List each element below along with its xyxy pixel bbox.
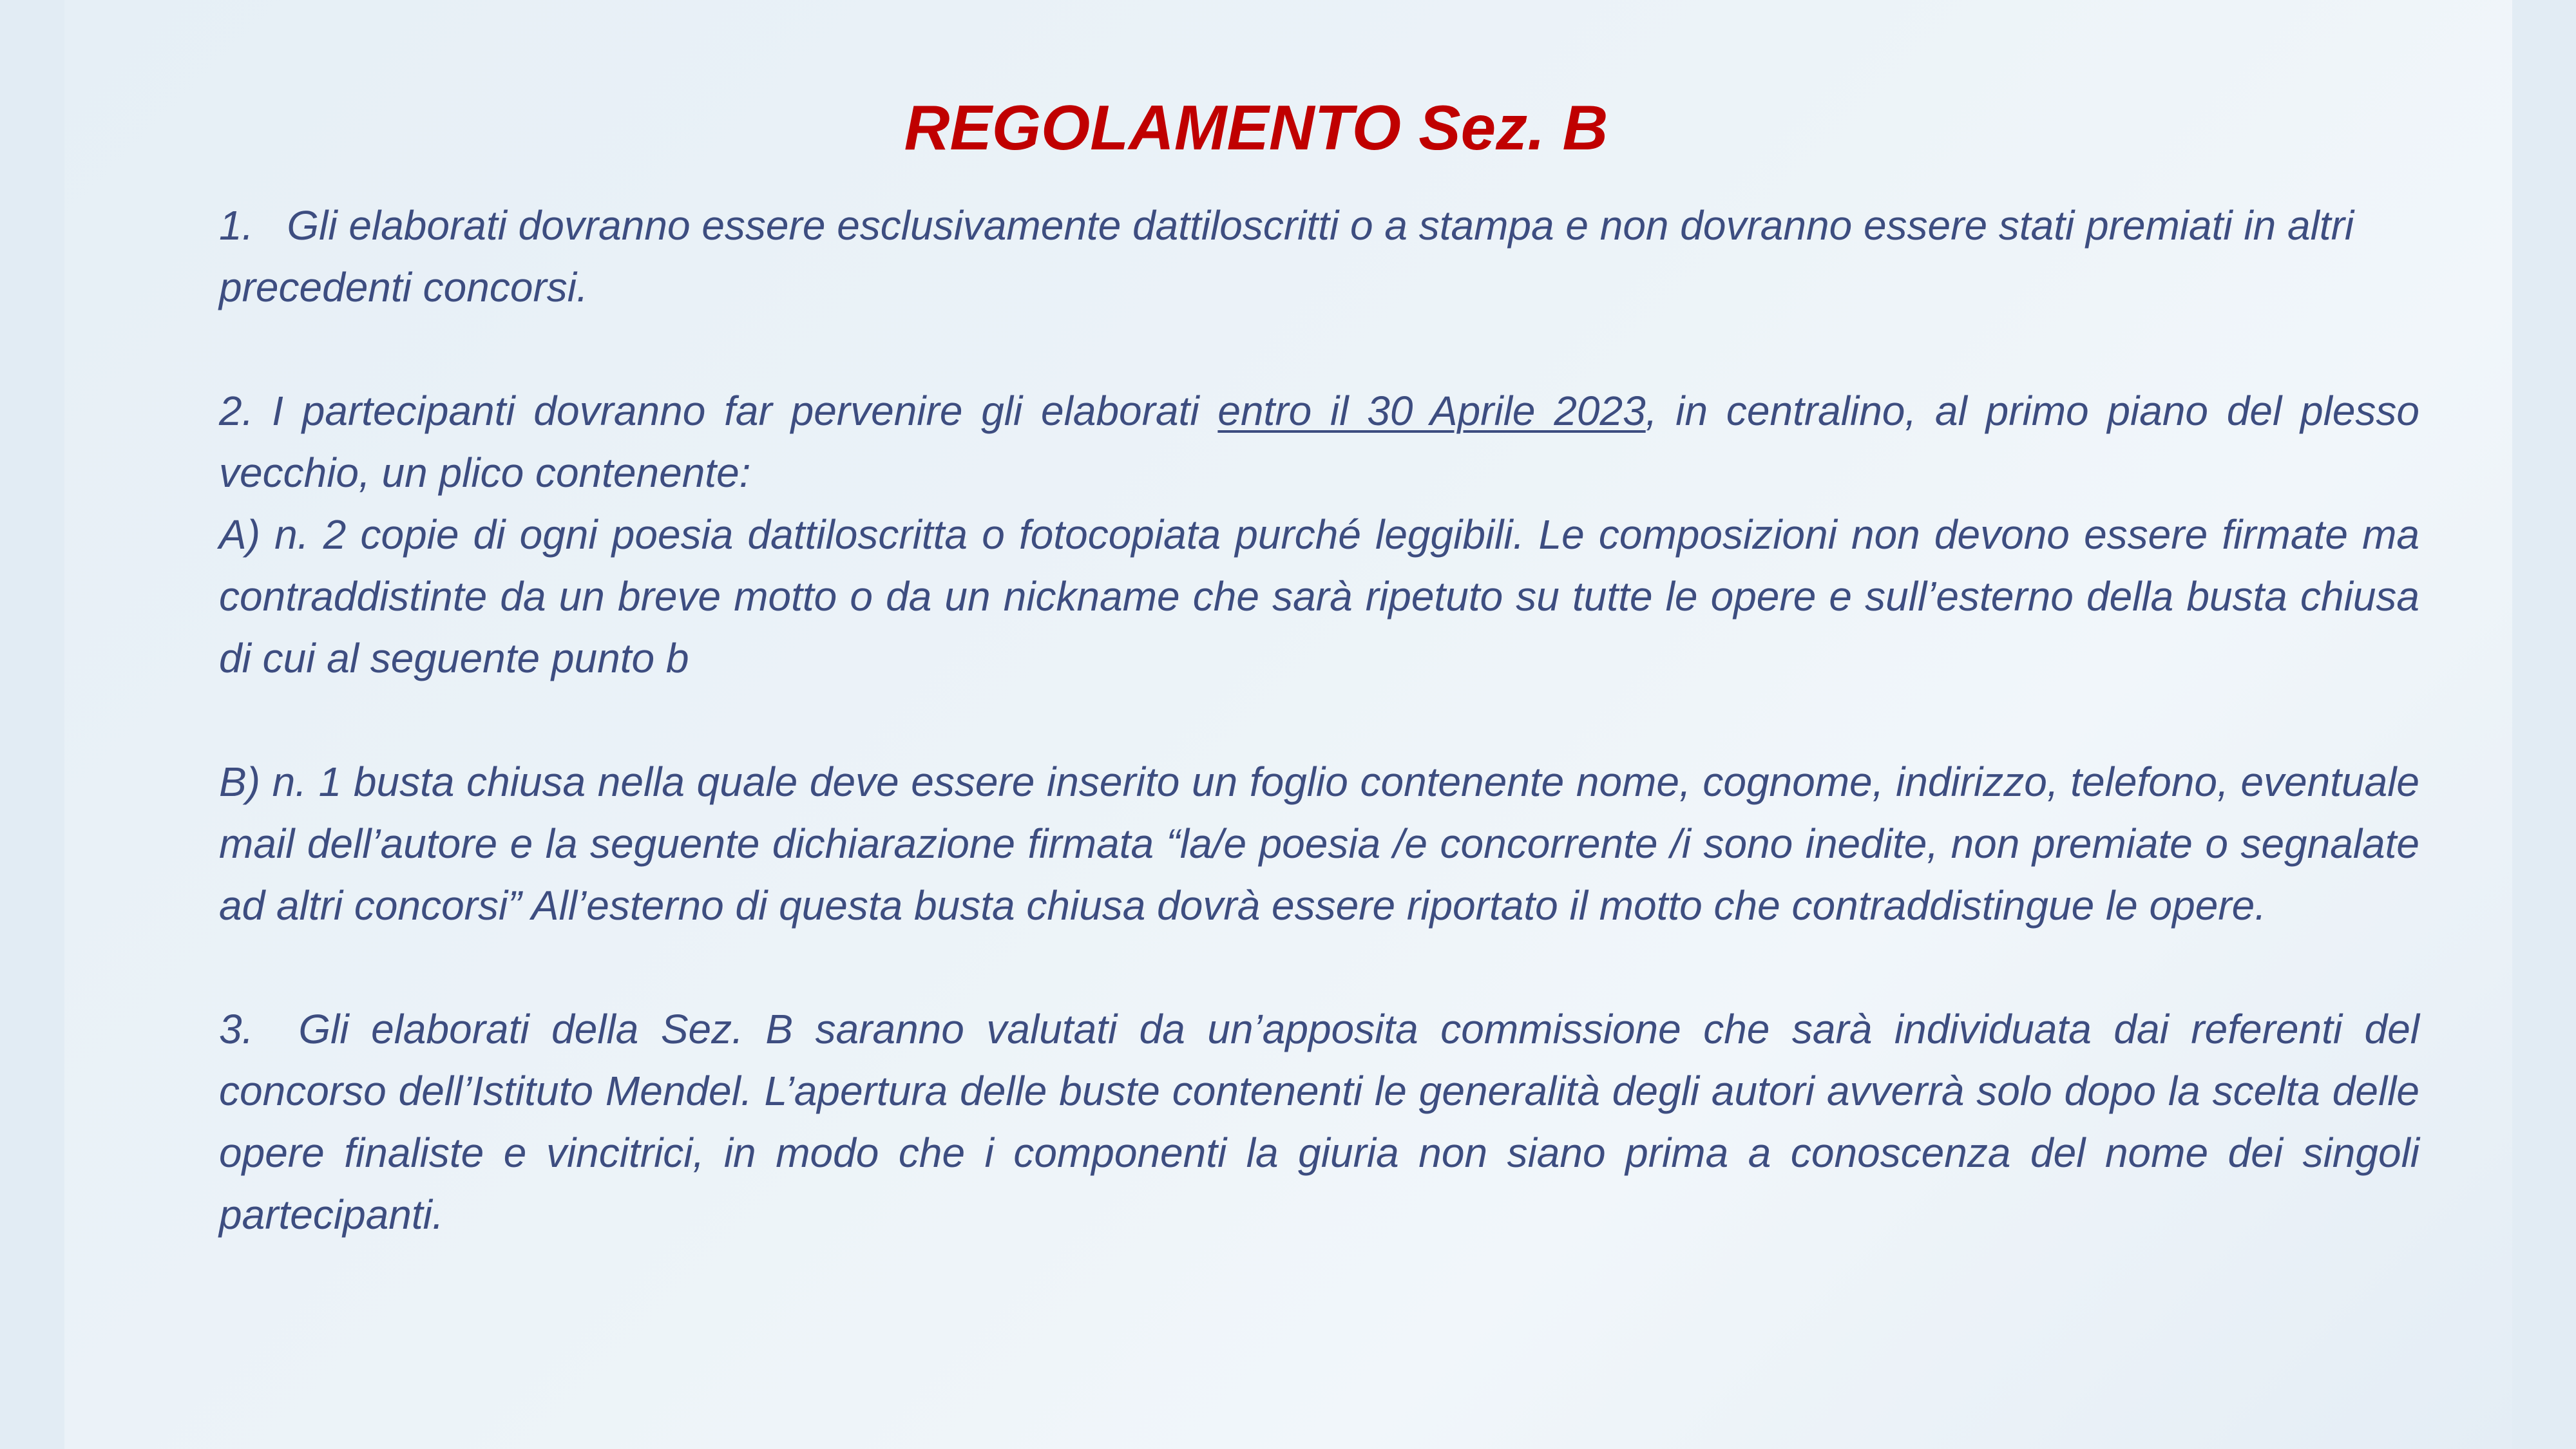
rule-1	[219, 194, 2419, 318]
rule-2-text-after: , in centralino, al primo piano del plesso vecchio, un plico contenente:	[219, 388, 2420, 496]
rule-2-sub-b: B) n. 1 busta chiusa nella quale deve essere inserito un foglio contenente nome, cognome, indirizzo, telefono, eventuale mail dell’autore e la seguente dichiarazione firmata “la/e poesia /e concorrente /i sono inedite, non premiate o segnalate ad altri concorsi” All’esterno di questa busta chiusa dovrà essere riportato il motto che contraddistingue le opere.	[219, 759, 2419, 929]
rule-3-text: Gli elaborati della Sez. B saranno valutati da un’apposita commissione che sarà individuata dai referenti del concorso dell’Istituto Mendel. L’apertura delle buste contenenti le generalità degli autori avverrà solo dopo la scelta delle opere finaliste e vincitrici, in modo che i componenti la giuria non siano prima a conoscenza del nome dei singoli partecipanti.	[219, 1006, 2419, 1238]
page-title: REGOLAMENTO Sez. B	[904, 92, 1608, 163]
rule-3-number: 3.	[219, 1006, 254, 1052]
rule-3	[219, 998, 2419, 1245]
rule-2	[219, 380, 2419, 504]
rule-2-deadline: entro il 30 Aprile 2023	[1217, 388, 1646, 434]
rule-2-sub-a: A) n. 2 copie di ogni poesia dattiloscritta o fotocopiata purché leggibili. Le composizioni non devono essere firmate ma contraddistinte da un breve motto o da un nickname che sarà ripetuto su tutte le opere e sull’esterno della busta chiusa di cui al seguente punto b	[219, 511, 2419, 681]
rule-2-text-before: 2. I partecipanti dovranno far pervenire gli elaborati	[219, 388, 1218, 434]
regulation-body	[219, 194, 2419, 1245]
rule-1-text: Gli elaborati dovranno essere esclusivamente dattiloscritti o a stampa e non dovranno essere stati premiati in altri precedenti concorsi.	[219, 202, 2354, 310]
rule-1-number: 1.	[219, 202, 254, 249]
